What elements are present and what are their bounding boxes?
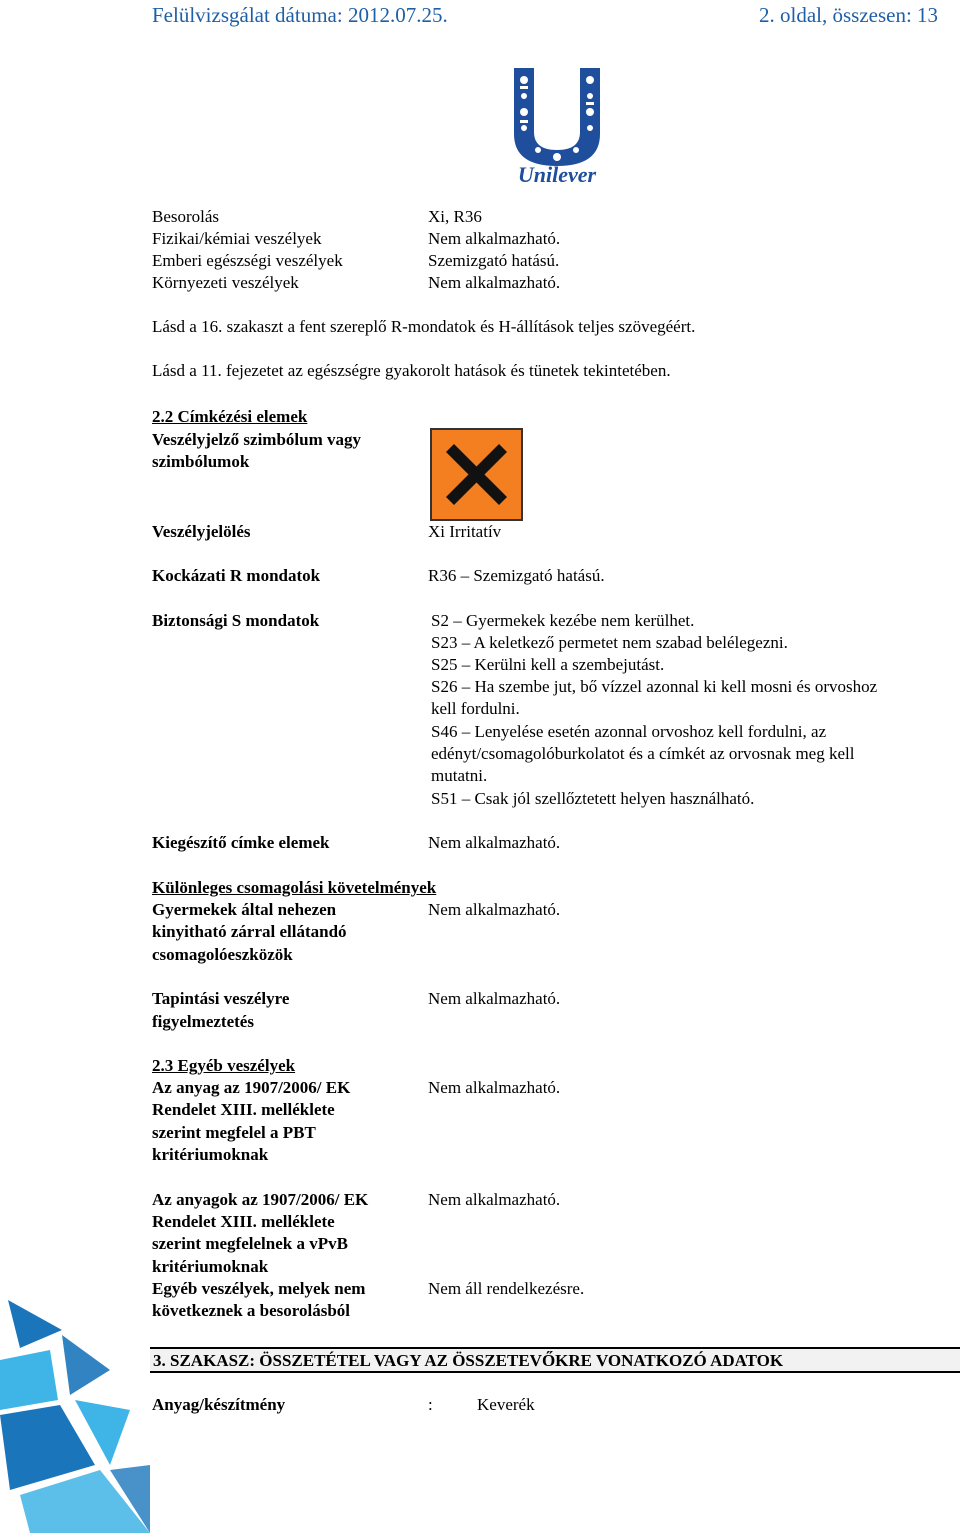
classification-value-2: Szemizgató hatású. bbox=[428, 251, 560, 270]
pbt-label: kritériumoknak bbox=[152, 1145, 269, 1164]
pbt-value: Nem alkalmazható. bbox=[428, 1078, 561, 1097]
child-closure-value: Nem alkalmazható. bbox=[428, 900, 561, 919]
hazard-label: Veszélyjelölés bbox=[152, 522, 251, 541]
vpvb-label: Rendelet XIII. melléklete bbox=[152, 1212, 335, 1231]
section3-title: 3. SZAKASZ: ÖSSZETÉTEL VAGY AZ ÖSSZETEVŐKRE VONATKOZÓ ADATOK bbox=[153, 1351, 784, 1370]
vpvb-label: szerint megfelelnek a vPvB bbox=[152, 1234, 348, 1253]
vpvb-label: kritériumoknak bbox=[152, 1257, 269, 1276]
r-phrases-value: R36 – Szemizgató hatású. bbox=[428, 566, 605, 585]
decorative-corner-shape bbox=[0, 1290, 150, 1533]
label-elements-heading: 2.2 Címkézési elemek bbox=[152, 407, 308, 426]
page-info: 2. oldal, összesen: 13 bbox=[759, 3, 939, 27]
review-date: Felülvizsgálat dátuma: 2012.07.25. bbox=[152, 3, 448, 27]
classification-label-1: Fizikai/kémiai veszélyek bbox=[152, 229, 322, 248]
tactile-warning-value: Nem alkalmazható. bbox=[428, 989, 561, 1008]
tactile-warning-label: figyelmeztetés bbox=[152, 1012, 254, 1031]
supplementary-label: Kiegészítő címke elemek bbox=[152, 833, 330, 852]
section3-heading-bar bbox=[150, 1347, 960, 1373]
s-phrase-line: S23 – A keletkező permetet nem szabad belélegezni. bbox=[431, 633, 788, 652]
s-phrase-line: mutatni. bbox=[431, 766, 488, 785]
classification-value-3: Nem alkalmazható. bbox=[428, 273, 561, 292]
classification-label-3: Környezeti veszélyek bbox=[152, 273, 299, 292]
s-phrase-line: S25 – Kerülni kell a szembejutást. bbox=[431, 655, 665, 674]
s-phrase-line: S26 – Ha szembe jut, bő vízzel azonnal ki kell mosni és orvoshoz bbox=[431, 677, 878, 696]
other-hazards-label: következnek a besorolásból bbox=[152, 1301, 351, 1320]
s-phrases-label: Biztonsági S mondatok bbox=[152, 611, 320, 630]
s-phrase-line: S46 – Lenyelése esetén azonnal orvoshoz kell fordulni, az bbox=[431, 722, 827, 741]
r-phrases-label: Kockázati R mondatok bbox=[152, 566, 321, 585]
child-closure-label: kinyitható zárral ellátandó bbox=[152, 922, 347, 941]
s-phrase-line: S2 – Gyermekek kezébe nem kerülhet. bbox=[431, 611, 695, 630]
irritant-x-icon bbox=[430, 428, 523, 521]
substance-colon: : bbox=[428, 1395, 433, 1414]
classification-label-0: Besorolás bbox=[152, 207, 220, 226]
vpvb-label: Az anyagok az 1907/2006/ EK bbox=[152, 1190, 369, 1209]
s-phrase-line: S51 – Csak jól szellőztetett helyen használható. bbox=[431, 789, 755, 808]
unilever-logo-icon bbox=[498, 62, 616, 186]
packaging-heading: Különleges csomagolási követelmények bbox=[152, 878, 437, 897]
other-hazards-label: Egyéb veszélyek, melyek nem bbox=[152, 1279, 366, 1298]
logo-text: Unilever bbox=[517, 162, 597, 186]
other-hazards-heading: 2.3 Egyéb veszélyek bbox=[152, 1056, 296, 1075]
symbol-label-line1: Veszélyjelző szimbólum vagy bbox=[152, 430, 362, 449]
other-hazards-value: Nem áll rendelkezésre. bbox=[428, 1279, 585, 1298]
classification-value-0: Xi, R36 bbox=[428, 207, 482, 226]
s-phrase-line: edényt/csomagolóburkolatot és a címkét az orvosnak meg kell bbox=[431, 744, 855, 763]
classification-value-1: Nem alkalmazható. bbox=[428, 229, 561, 248]
pbt-label: szerint megfelel a PBT bbox=[152, 1123, 316, 1142]
pbt-label: Az anyag az 1907/2006/ EK bbox=[152, 1078, 351, 1097]
supplementary-value: Nem alkalmazható. bbox=[428, 833, 561, 852]
note-section11: Lásd a 11. fejezetet az egészségre gyakorolt hatások és tünetek tekintetében. bbox=[152, 361, 671, 380]
symbol-label-line2: szimbólumok bbox=[152, 452, 250, 471]
note-section16: Lásd a 16. szakaszt a fent szereplő R-mondatok és H-állítások teljes szövegéért. bbox=[152, 317, 696, 336]
unilever-logo bbox=[498, 62, 616, 186]
substance-value: Keverék bbox=[477, 1395, 535, 1414]
child-closure-label: csomagolóeszközök bbox=[152, 945, 293, 964]
s-phrase-line: kell fordulni. bbox=[431, 699, 520, 718]
hazard-value: Xi Irritatív bbox=[428, 522, 502, 541]
vpvb-value: Nem alkalmazható. bbox=[428, 1190, 561, 1209]
child-closure-label: Gyermekek által nehezen bbox=[152, 900, 337, 919]
classification-label-2: Emberi egészségi veszélyek bbox=[152, 251, 343, 270]
substance-label: Anyag/készítmény bbox=[152, 1395, 286, 1414]
pbt-label: Rendelet XIII. melléklete bbox=[152, 1100, 335, 1119]
tactile-warning-label: Tapintási veszélyre bbox=[152, 989, 290, 1008]
